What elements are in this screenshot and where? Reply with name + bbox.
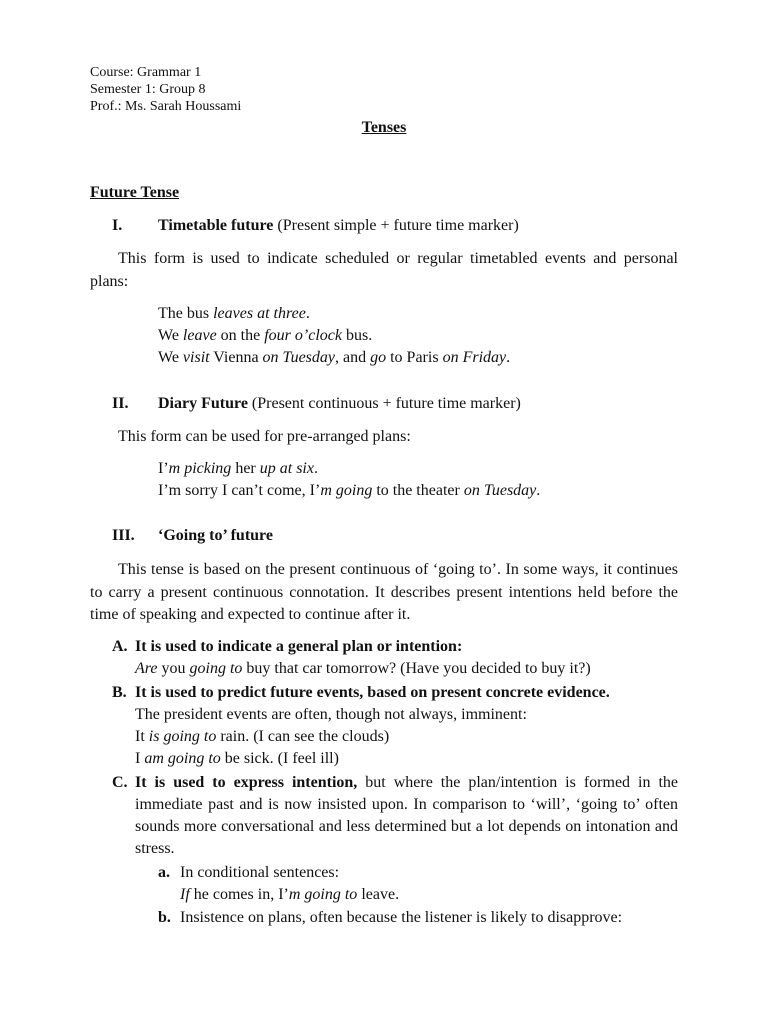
example-sentence: Are you going to buy that car tomorrow? (Have you decided to buy it?) [135, 660, 591, 677]
example-sentence: The bus leaves at three. [158, 305, 310, 322]
heading-number: III. [112, 527, 135, 544]
professor-line: Prof.: Ms. Sarah Houssami [90, 99, 242, 114]
example-sentence: I’m picking her up at six. [158, 460, 318, 477]
heading-name: Timetable future [158, 217, 274, 234]
heading-going-to-future [112, 525, 273, 547]
example-sentence: We visit Vienna on Tuesday, and go to Paris on Friday. [158, 349, 511, 366]
heading-name: Diary Future [158, 395, 248, 412]
semester-line: Semester 1: Group 8 [90, 82, 206, 97]
sub-b-text: Insistence on plans, often because the listener is likely to disapprove: [180, 909, 623, 926]
going-to-description: This tense is based on the present continuous of ‘going to’. In some ways, it continues to carry a present continuous connotation. It describes present intentions held before the time of speaking and expected to continue after it. [90, 561, 678, 623]
course-line: Course: Grammar 1 [90, 65, 202, 80]
timetable-description: This form is used to indicate scheduled or regular timetabled events and personal plans: [90, 250, 678, 290]
section-title: Future Tense [90, 184, 180, 201]
heading-paren: (Present continuous + future time marker) [247, 395, 521, 412]
example-sentence: I’m sorry I can’t come, I’m going to the theater on Tuesday. [158, 482, 541, 499]
heading-name: ‘Going to’ future [158, 527, 273, 544]
sub-b-label: b. [158, 909, 171, 926]
course-header [90, 64, 241, 115]
example-sentence: We leave on the four o’clock bus. [158, 327, 373, 344]
rule-b-heading: B. It is used to predict future events, based on present concrete evidence. [112, 684, 610, 701]
rule-c-label: C. [112, 774, 128, 791]
sub-a-label: a. [158, 864, 170, 881]
heading-number: I. [112, 217, 123, 234]
example-sentence: I am going to be sick. (I feel ill) [135, 750, 339, 767]
rule-c-text: It is used to express intention, but where the plan/intention is formed in the immediate past and is now insisted upon. In comparison to ‘will’, ‘going to’ often sounds more conversational and less determined but a lot depends on intonation and stress. [135, 774, 678, 857]
document-title: Tenses [361, 119, 407, 136]
heading-number: II. [112, 395, 129, 412]
heading-paren: (Present simple + future time marker) [273, 217, 519, 234]
diary-description: This form can be used for pre-arranged plans: [118, 428, 411, 445]
example-sentence: It is going to rain. (I can see the clouds) [135, 728, 390, 745]
rule-a-heading: A. It is used to indicate a general plan or intention: [112, 638, 463, 655]
heading-timetable-future [112, 215, 519, 237]
sub-a-text: In conditional sentences: [180, 864, 340, 881]
example-sentence: If he comes in, I’m going to leave. [180, 886, 400, 903]
rule-b-text: The president events are often, though not always, imminent: [135, 706, 527, 723]
heading-diary-future [112, 393, 521, 415]
